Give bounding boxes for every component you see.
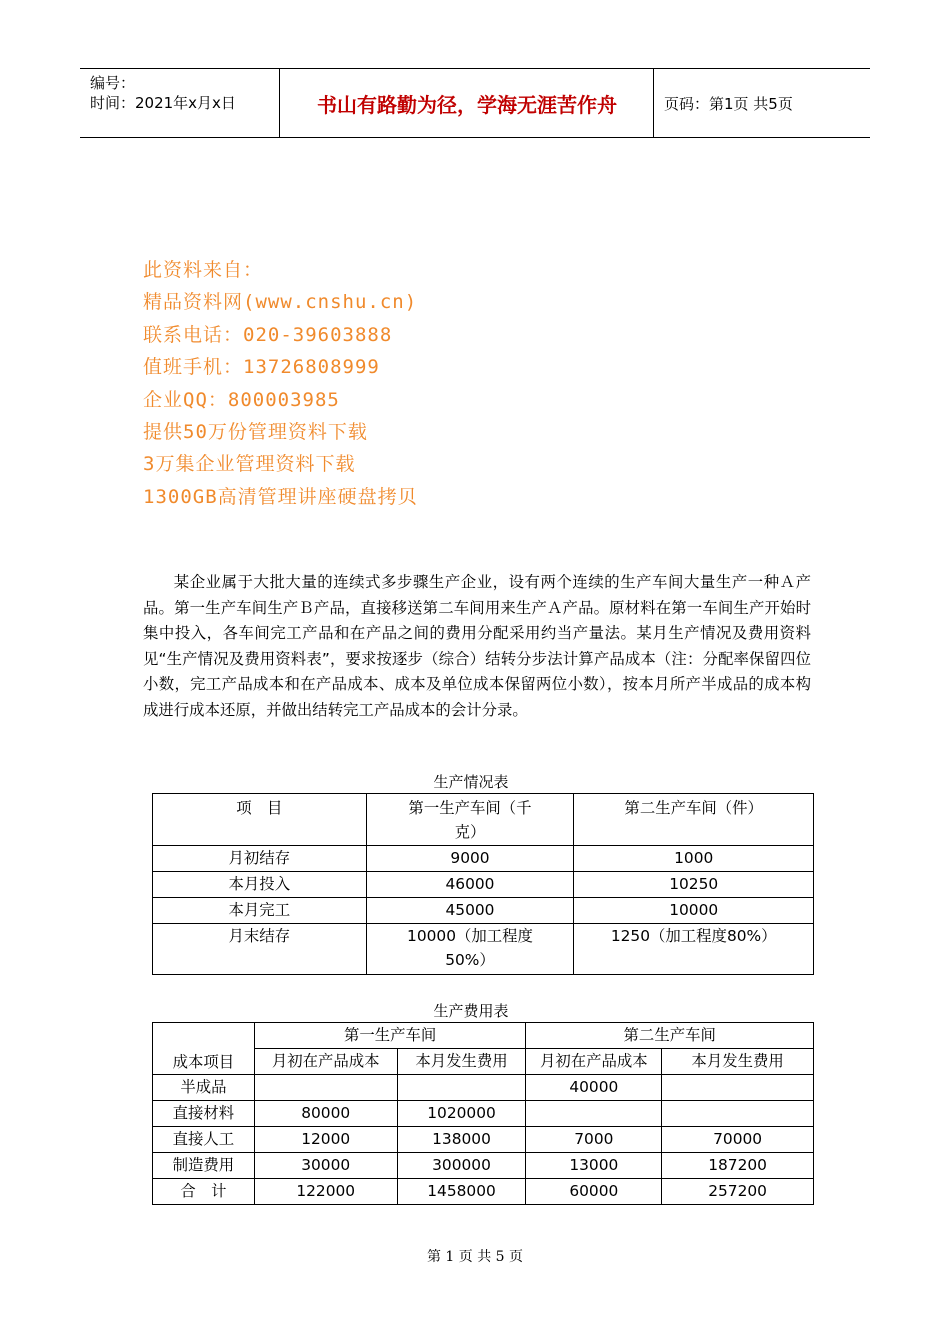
production-table [152, 793, 814, 975]
table-cell: 10250 [574, 872, 814, 898]
table-cell: 13000 [526, 1153, 662, 1179]
table-header-cell: 第一生产车间 [254, 1023, 526, 1049]
document-time-label: 时间：2021年x月x日 [90, 94, 236, 112]
table-cell: 直接人工 [153, 1127, 255, 1153]
table-cell: 60000 [526, 1179, 662, 1205]
table-cell: 10000 [574, 898, 814, 924]
table-cell [526, 1101, 662, 1127]
table-cell [662, 1101, 814, 1127]
table-cell: 300000 [397, 1153, 526, 1179]
table-cell: 257200 [662, 1179, 814, 1205]
table-cell: 30000 [254, 1153, 397, 1179]
table-header-cell: 第二生产车间 [526, 1023, 814, 1049]
table-cell: 122000 [254, 1179, 397, 1205]
table-cell: 1000 [574, 846, 814, 872]
promo-line: 此资料来自： [143, 259, 264, 281]
promo-line: 值班手机：13726808999 [143, 356, 380, 379]
table-cell: 月末结存 [153, 924, 367, 975]
promo-line: 企业QQ：800003985 [143, 388, 340, 411]
table-cell: 1020000 [397, 1101, 526, 1127]
table-cell: 本月完工 [153, 898, 367, 924]
table-row [153, 1127, 814, 1153]
table-cell: 138000 [397, 1127, 526, 1153]
document-number-label: 编号： [90, 74, 136, 92]
table-cell: 1458000 [397, 1179, 526, 1205]
table-header-cell: 第一生产车间（千克） [366, 794, 574, 846]
table-cell: 7000 [526, 1127, 662, 1153]
cost-table [152, 1022, 814, 1205]
table-header-cell: 第二生产车间（件） [574, 794, 814, 846]
table-cell: 半成品 [153, 1075, 255, 1101]
table-cell: 直接材料 [153, 1101, 255, 1127]
promo-line: 提供50万份管理资料下载 [143, 421, 368, 444]
table-cell: 187200 [662, 1153, 814, 1179]
promo-line: 精品资料网(www.cnshu.cn) [143, 291, 418, 314]
table-header-cell: 月初在产品成本 [254, 1049, 397, 1075]
table-row [153, 1075, 814, 1101]
promo-line: 联系电话：020-39603888 [143, 323, 393, 346]
table-header-cell: 本月发生费用 [662, 1049, 814, 1075]
table-cell: 本月投入 [153, 872, 367, 898]
production-table-caption: 生产情况表 [433, 773, 509, 791]
promo-line: 1300GB高清管理讲座硬盘拷贝 [143, 485, 418, 508]
table-cell: 10000（加工程度50%） [366, 924, 574, 975]
problem-paragraph: 某企业属于大批大量的连续式多步骤生产企业，设有两个连续的生产车间大量生产一种Ａ产品。第一生产车间生产Ｂ产品，直接移送第二车间用来生产Ａ产品。原材料在第一车间生产开始时集中投入，各车间完工产品和在产品之间的费用分配采用约当产量法。某月生产情况及费用资料见“生产情况及费用资料表”，要求按逐步（综合）结转分步法计算产品成本（注：分配率保留四位小数，完工产品成本和在产品成本、成本及单位成本保留两位小数），按本月所产半成品的成本构成进行成本还原，并做出结转完工产品成本的会计分录。 [143, 573, 811, 719]
table-row [153, 872, 814, 898]
cost-table-caption: 生产费用表 [433, 1002, 509, 1020]
table-cell: 80000 [254, 1101, 397, 1127]
table-cell: 合 计 [153, 1179, 255, 1205]
promo-line: 3万集企业管理资料下载 [143, 453, 356, 476]
table-header-row [153, 794, 814, 846]
table-row [153, 846, 814, 872]
table-row [153, 1179, 814, 1205]
header-page-number: 页码：第1页 共5页 [664, 94, 793, 113]
page-header [80, 68, 870, 138]
promo-block [143, 254, 418, 513]
table-row [153, 924, 814, 975]
table-header-row [153, 1023, 814, 1049]
table-cell: 1250（加工程度80%） [574, 924, 814, 975]
table-header-cell: 成本项目 [153, 1023, 255, 1075]
table-row [153, 898, 814, 924]
table-cell: 45000 [366, 898, 574, 924]
table-cell: 制造费用 [153, 1153, 255, 1179]
table-header-cell: 项 目 [153, 794, 367, 846]
table-header-cell: 月初在产品成本 [526, 1049, 662, 1075]
table-cell: 月初结存 [153, 846, 367, 872]
table-cell: 40000 [526, 1075, 662, 1101]
header-slogan: 书山有路勤为径，学海无涯苦作舟 [281, 69, 654, 137]
table-cell [662, 1075, 814, 1101]
table-cell [397, 1075, 526, 1101]
table-cell [254, 1075, 397, 1101]
table-cell: 12000 [254, 1127, 397, 1153]
table-row [153, 1153, 814, 1179]
table-header-cell: 本月发生费用 [397, 1049, 526, 1075]
table-cell: 9000 [366, 846, 574, 872]
table-cell: 46000 [366, 872, 574, 898]
header-meta [80, 69, 280, 137]
table-cell: 70000 [662, 1127, 814, 1153]
page-footer: 第 1 页 共 5 页 [426, 1249, 524, 1265]
table-row [153, 1101, 814, 1127]
